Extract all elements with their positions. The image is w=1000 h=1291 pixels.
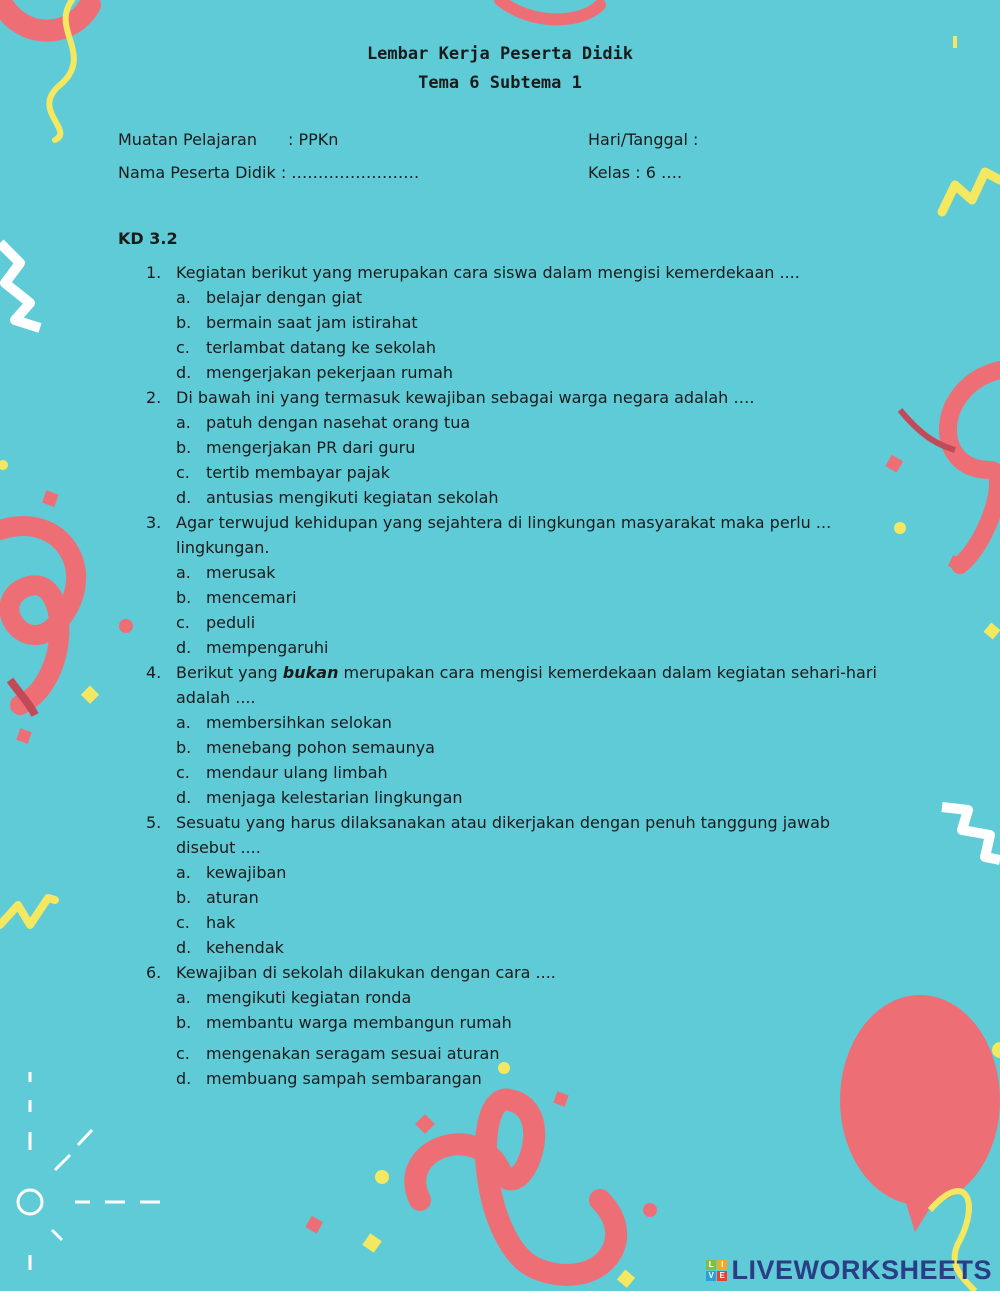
option-text: mengenakan seragam sesuai aturan: [206, 1044, 500, 1063]
option-text: hak: [206, 913, 236, 932]
option-text: terlambat datang ke sekolah: [206, 338, 436, 357]
confetti-yellow-1: [894, 522, 906, 534]
ribbon-bottom-center: [415, 1100, 616, 1275]
answer-option[interactable]: [146, 1041, 886, 1066]
option-letter: c.: [176, 613, 190, 632]
confetti-yellow-3: [0, 460, 8, 470]
confetti-yellow-9: [617, 1270, 635, 1288]
confetti-pink-7: [305, 1216, 323, 1234]
question: [146, 810, 886, 860]
option-letter: d.: [176, 638, 192, 657]
option-letter: b.: [176, 738, 192, 757]
answer-option[interactable]: [146, 910, 886, 935]
option-letter: b.: [176, 313, 192, 332]
option-letter: d.: [176, 938, 192, 957]
logo-letter: E: [717, 1271, 727, 1281]
answer-option[interactable]: [146, 285, 886, 310]
option-letter: c.: [176, 913, 190, 932]
option-letter: a.: [176, 863, 191, 882]
question-list: [146, 260, 886, 1091]
question-emphasis: bukan: [282, 663, 339, 682]
zigzag-left-white: [0, 243, 40, 328]
answer-option[interactable]: [146, 985, 886, 1010]
question: [146, 660, 886, 710]
kd-heading: KD 3.2: [118, 229, 178, 248]
answer-option[interactable]: [146, 560, 886, 585]
confetti-pink-8: [553, 1091, 568, 1106]
option-text: mendaur ulang limbah: [206, 763, 388, 782]
option-letter: a.: [176, 413, 191, 432]
answer-option[interactable]: [146, 1066, 886, 1091]
answer-option[interactable]: [146, 310, 886, 335]
option-letter: c.: [176, 763, 190, 782]
option-letter: b.: [176, 1013, 192, 1032]
balloon-knot: [905, 1200, 935, 1232]
option-text: tertib membayar pajak: [206, 463, 391, 482]
option-letter: a.: [176, 988, 191, 1007]
answer-option[interactable]: [146, 335, 886, 360]
answer-option[interactable]: [146, 710, 886, 735]
firework-bottom-left: [18, 1072, 160, 1270]
logo-letter: V: [706, 1271, 716, 1281]
option-letter: d.: [176, 363, 192, 382]
answer-option[interactable]: [146, 435, 886, 460]
question-text: Agar terwujud kehidupan yang sejahtera di lingkungan masyarakat maka perlu ... lingkungan.: [176, 513, 832, 557]
answer-option[interactable]: [146, 935, 886, 960]
ribbon-right-middle: [948, 370, 1000, 565]
confetti-pink-6: [415, 1114, 435, 1134]
answer-option[interactable]: [146, 610, 886, 635]
class-label: Kelas : 6 ….: [588, 163, 683, 182]
option-text: mengerjakan pekerjaan rumah: [206, 363, 454, 382]
question-number: 4.: [146, 663, 162, 682]
question-number: 2.: [146, 388, 162, 407]
liveworksheets-wordmark: LIVEWORKSHEETS: [731, 1255, 992, 1285]
answer-option[interactable]: [146, 360, 886, 385]
question: [146, 960, 886, 985]
option-text: menebang pohon semaunya: [206, 738, 435, 757]
option-letter: c.: [176, 1044, 190, 1063]
answer-option[interactable]: [146, 760, 886, 785]
question-text: [176, 660, 886, 710]
option-text: kehendak: [206, 938, 284, 957]
option-text: aturan: [206, 888, 259, 907]
option-text: peduli: [206, 613, 256, 632]
option-text: mencemari: [206, 588, 297, 607]
question-text-start: Berikut yang: [176, 663, 283, 682]
question-text: Kegiatan berikut yang merupakan cara siswa dalam mengisi kemerdekaan ....: [176, 263, 800, 282]
confetti-yellow-7: [362, 1233, 381, 1252]
answer-option[interactable]: [146, 485, 886, 510]
ribbon-left-middle: [0, 526, 76, 705]
ribbon-top-left: [0, 0, 90, 31]
question-number: 1.: [146, 263, 162, 282]
subject-value: : PPKn: [288, 130, 339, 149]
answer-option[interactable]: [146, 1010, 886, 1035]
answer-option[interactable]: [146, 410, 886, 435]
option-text: membuang sampah sembarangan: [206, 1069, 482, 1088]
question-text: Sesuatu yang harus dilaksanakan atau dikerjakan dengan penuh tanggung jawab disebut ....: [176, 813, 831, 857]
option-text: belajar dengan giat: [206, 288, 363, 307]
option-text: mengerjakan PR dari guru: [206, 438, 416, 457]
option-text: merusak: [206, 563, 276, 582]
option-letter: b.: [176, 588, 192, 607]
answer-option[interactable]: [146, 635, 886, 660]
logo-letter: I: [717, 1260, 727, 1270]
confetti-yellow-6: [375, 1170, 389, 1184]
confetti-pink-1: [885, 455, 903, 473]
option-text: bermain saat jam istirahat: [206, 313, 418, 332]
question-text: Kewajiban di sekolah dilakukan dengan cara ....: [176, 963, 556, 982]
confetti-yellow-5: [992, 1042, 1000, 1058]
confetti-yellow-2: [984, 623, 1000, 640]
subject-label: Muatan Pelajaran: [118, 130, 257, 149]
confetti-pink-3: [42, 490, 59, 507]
option-text: kewajiban: [206, 863, 287, 882]
confetti-pink-5: [16, 728, 31, 743]
option-letter: a.: [176, 713, 191, 732]
option-text: menjaga kelestarian lingkungan: [206, 788, 463, 807]
zigzag-right-top: [942, 172, 1000, 212]
option-letter: b.: [176, 438, 192, 457]
student-name-label: Nama Peserta Didik : ……………………: [118, 163, 420, 182]
option-text: membantu warga membangun rumah: [206, 1013, 512, 1032]
option-text: mengikuti kegiatan ronda: [206, 988, 412, 1007]
option-letter: b.: [176, 888, 192, 907]
question-number: 3.: [146, 513, 162, 532]
zigzag-left-yellow: [0, 898, 55, 925]
question-number: 6.: [146, 963, 162, 982]
answer-option[interactable]: [146, 885, 886, 910]
question: [146, 510, 886, 560]
option-letter: d.: [176, 1069, 192, 1088]
question-text: Di bawah ini yang termasuk kewajiban sebagai warga negara adalah ….: [176, 388, 755, 407]
option-letter: a.: [176, 288, 191, 307]
answer-option[interactable]: [146, 785, 886, 810]
liveworksheets-logo-icon: [706, 1260, 727, 1281]
option-letter: d.: [176, 488, 192, 507]
confetti-pink-9: [643, 1203, 657, 1217]
liveworksheets-logo[interactable]: [706, 1255, 992, 1286]
option-letter: c.: [176, 463, 190, 482]
option-letter: d.: [176, 788, 192, 807]
answer-option[interactable]: [146, 460, 886, 485]
question: [146, 385, 886, 410]
worksheet-title: Lembar Kerja Peserta Didik: [366, 44, 634, 64]
option-text: patuh dengan nasehat orang tua: [206, 413, 471, 432]
confetti-pink-4: [119, 619, 133, 633]
answer-option[interactable]: [146, 735, 886, 760]
zigzag-right-white: [942, 807, 1000, 860]
question-text-end: merupakan cara mengisi kemerdekaan dalam kegiatan sehari-hari adalah ....: [176, 663, 877, 707]
option-letter: a.: [176, 563, 191, 582]
confetti-yellow-4: [81, 686, 99, 704]
option-text: membersihkan selokan: [206, 713, 392, 732]
option-text: antusias mengikuti kegiatan sekolah: [206, 488, 499, 507]
ribbon-top-center: [500, 0, 600, 19]
question-number: 5.: [146, 813, 162, 832]
question: [146, 260, 886, 285]
answer-option[interactable]: [146, 585, 886, 610]
worksheet-subtitle: Tema 6 Subtema 1: [418, 73, 582, 93]
answer-option[interactable]: [146, 860, 886, 885]
day-date-label: Hari/Tanggal :: [588, 130, 699, 149]
option-text: mempengaruhi: [206, 638, 329, 657]
logo-letter: L: [706, 1260, 716, 1270]
option-letter: c.: [176, 338, 190, 357]
